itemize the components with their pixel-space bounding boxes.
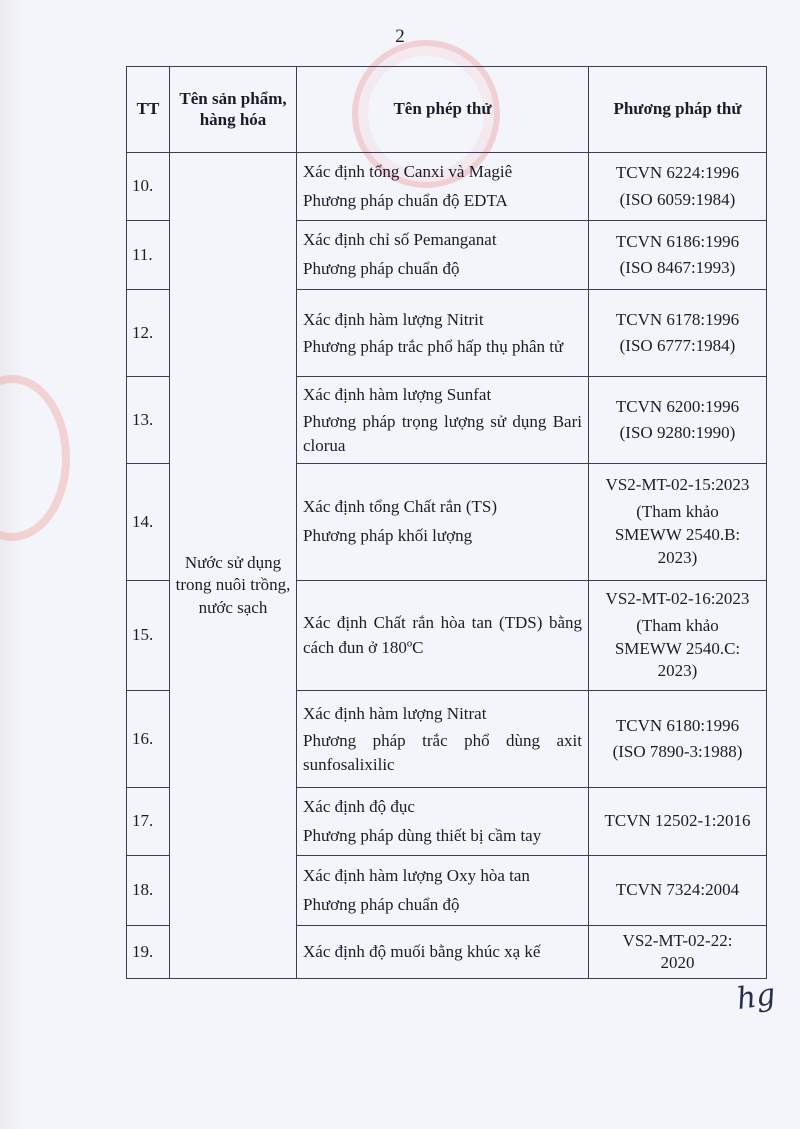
test-method-desc: Phương pháp khối lượng [303,526,473,545]
test-name-cell [297,581,589,691]
method-standard: TCVN 6224:1996 [615,163,740,183]
test-name-cell [297,221,589,290]
method-standard: VS2-MT-02-15:2023 [605,475,750,495]
test-name: Xác định hàm lượng Nitrat [303,703,487,723]
test-name: Xác định hàm lượng Oxy hòa tan [303,865,530,885]
method-reference: (ISO 9280:1990) [619,423,736,442]
method-cell [589,788,767,856]
row-number: 12. [127,290,170,377]
method-standard: TCVN 6178:1996 [615,309,740,329]
method-cell [589,290,767,377]
method-standard: TCVN 6186:1996 [615,231,740,251]
test-name: Xác định Chất rắn hòa tan (TDS) bằng cách đun ở 180ºC [303,612,582,657]
row-number: 19. [127,926,170,979]
test-method-desc: Phương pháp trọng lượng sử dụng Bari clorua [303,411,582,456]
method-standard: TCVN 6180:1996 [615,715,740,735]
page-edge-shadow [0,0,22,1129]
test-method-desc: Phương pháp chuẩn độ [303,894,460,914]
test-method-desc: Phương pháp dùng thiết bị cầm tay [303,825,542,845]
test-name-cell [297,153,589,221]
method-reference: (Tham khảo SMEWW 2540.C: 2023) [614,615,741,681]
row-number: 18. [127,856,170,926]
method-reference: (ISO 6059:1984) [619,189,736,209]
test-method-desc: Phương pháp trắc phổ dùng axit sunfosalixilic [303,730,582,775]
method-cell [589,856,767,926]
test-name: Xác định hàm lượng Nitrit [303,310,484,330]
header-test-name: Tên phép thử [297,67,589,153]
method-standard: TCVN 7324:2004 [615,880,740,900]
product-group-cell [170,153,297,979]
method-cell [589,221,767,290]
method-cell [589,153,767,221]
test-name: Xác định độ đục [303,796,415,816]
test-name-cell [297,691,589,788]
test-methods-table [126,66,767,979]
method-cell [589,464,767,581]
signature-mark: hg [734,976,778,1017]
test-method-desc: Phương pháp trắc phổ hấp thụ phân tử [303,337,564,357]
header-product: Tên sản phẩm, hàng hóa [170,67,297,153]
method-reference: (ISO 6777:1984) [619,336,736,355]
method-reference: (ISO 8467:1993) [619,258,736,277]
method-reference: (Tham khảo SMEWW 2540.B: 2023) [614,502,741,567]
method-reference: (ISO 7890-3:1988) [612,742,743,761]
header-tt: TT [127,67,170,153]
test-name: Xác định hàm lượng Sunfat [303,384,492,404]
row-number: 15. [127,581,170,691]
test-name-cell [297,926,589,979]
test-name-cell [297,788,589,856]
method-standard: VS2-MT-02-22: 2020 [622,930,733,972]
test-method-desc: Phương pháp chuẩn độ [303,259,460,278]
product-group-label: Nước sử dụng trong nuôi trồng, nước sạch [175,553,291,617]
row-number: 16. [127,691,170,788]
test-name: Xác định chỉ số Pemanganat [303,230,497,250]
test-name-cell [297,856,589,926]
test-name: Xác định độ muối bằng khúc xạ kế [303,941,541,961]
method-standard: TCVN 12502-1:2016 [604,811,751,831]
row-number: 10. [127,153,170,221]
page-number: 2 [395,26,405,47]
test-name-cell [297,464,589,581]
row-number: 11. [127,221,170,290]
method-cell [589,377,767,464]
row-number: 17. [127,788,170,856]
test-name-cell [297,290,589,377]
table-header-row [127,67,767,153]
method-standard: TCVN 6200:1996 [615,396,740,416]
table-row [127,153,767,221]
test-name: Xác định tổng Chất rắn (TS) [303,497,498,517]
method-cell [589,581,767,691]
test-name-cell [297,377,589,464]
method-cell [589,926,767,979]
method-cell [589,691,767,788]
row-number: 13. [127,377,170,464]
test-name: Xác định tổng Canxi và Magiê [303,161,513,181]
header-method: Phương pháp thử [589,67,767,153]
row-number: 14. [127,464,170,581]
method-standard: VS2-MT-02-16:2023 [605,588,750,608]
test-method-desc: Phương pháp chuẩn độ EDTA [303,190,508,210]
